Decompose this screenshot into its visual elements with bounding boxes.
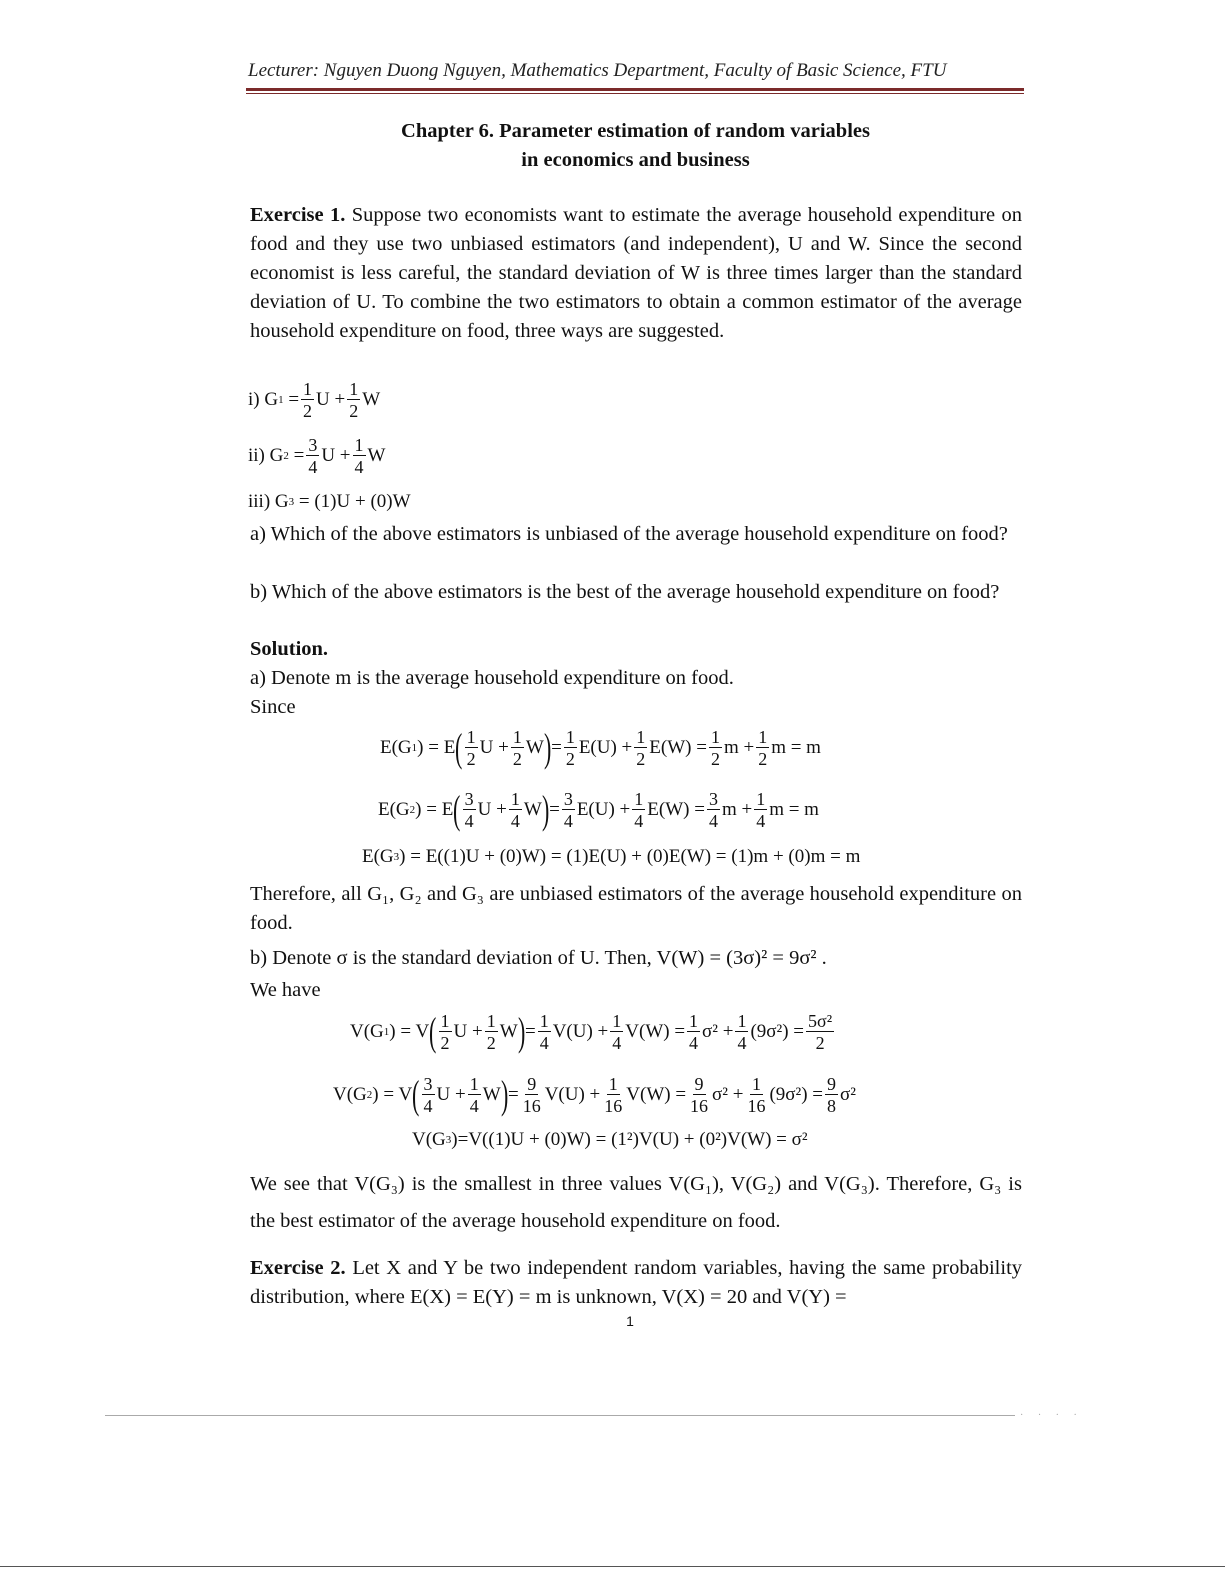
equation-e-g3: E(G 3 ) = E((1)U + (0)W) = (1)E(U) + (0)E(W) = (1)m + (0)m = m (362, 846, 861, 867)
exercise-1-label: Exercise 1. (250, 204, 346, 226)
header-rule (246, 88, 1024, 91)
fraction: $\frac{3}{4}$ (308, 435, 318, 477)
exercise-1-text: Suppose two economists want to estimate the average household expenditure on food and they use two unbiased estimators (and independent), U and W. Since the second economist is less careful, the standard deviation of W is three times larger than the standard deviation of U. To combine the two estimators to obtain a common estimator of the average household expenditure on food, three ways are suggested. (250, 204, 1022, 342)
equation-v-g3: V(G 3 )=V((1)U + (0)W) = (1²)V(U) + (0²)V(W) = σ² (412, 1129, 808, 1150)
fraction: $\frac{1}{4}$ (354, 435, 364, 477)
conclusion: We see that V(G₃) is the smallest in three values V(G₁), V(G₂) and V(G₃). Therefore, G₃ is the best estimator of the average household expenditure on food. (250, 1173, 1022, 1232)
equation-v-g1: V(G 1 ) = V ( $\frac{1}{2}$ U + $\frac{1}{2}$ W ) = $\frac{1}{4}$ V(U) + $\frac{1}{4}$ V(W) = $\frac{1}{4}$ σ² + $\frac{1}{4}$ (9σ²) = $\frac{\text{5σ²}}{2}$ (350, 1009, 833, 1054)
header-rule-thin (246, 93, 1024, 94)
solution-label: Solution. (250, 638, 329, 660)
equation-e-g2: E(G 2 ) = E ( $\frac{3}{4}$ U + $\frac{1}{4}$ W ) = $\frac{3}{4}$ E(U) + $\frac{1}{4}$ E(W) = $\frac{3}{4}$ m + $\frac{1}{4}$ m = m (378, 787, 819, 832)
question-b: b) Which of the above estimators is the best of the average household expenditure on food? (250, 581, 1000, 603)
solution-b-intro: b) Denote σ is the standard deviation of U. Then, V(W) = (3σ)² = 9σ² . (250, 947, 827, 969)
option-i: i) G 1 = $\frac{1}{2}$ U + $\frac{1}{2}$ W (248, 379, 381, 421)
exercise-2-statement (250, 1254, 1022, 1312)
exercise-2-label: Exercise 2. (250, 1257, 346, 1279)
chapter-title (248, 117, 1023, 175)
title-line-2: in economics and business (521, 149, 750, 171)
exercise-2-text: Let X and Y be two independent random variables, having the same probability distribution, where E(X) = E(Y) = m is unknown, V(X) = 20 and V(Y) = (250, 1257, 1023, 1308)
equation-e-g1: E(G 1 ) = E ( $\frac{1}{2}$ U + $\frac{1}{2}$ W ) = $\frac{1}{2}$ E(U) + $\frac{1}{2}$ E(W) = $\frac{1}{2}$ m + $\frac{1}{2}$ m = m (380, 725, 821, 770)
page-header: Lecturer: Nguyen Duong Nguyen, Mathematics Department, Faculty of Basic Science, FTU (248, 60, 947, 81)
therefore-unbiased: Therefore, all G₁, G₂ and G₃ are unbiased estimators of the average household expenditure on food. (250, 883, 1022, 934)
since-label: Since (250, 696, 296, 718)
solution-a-intro: a) Denote m is the average household expenditure on food. (250, 667, 734, 689)
option-iii: iii) G 3 = (1)U + (0)W (248, 491, 411, 512)
option-ii: ii) G 2 = $\frac{3}{4}$ U + $\frac{1}{4}$ W (248, 435, 386, 477)
footer-dots: · · · · (1020, 1410, 1083, 1421)
exercise-1-statement (250, 201, 1022, 346)
fraction: $\frac{1}{2}$ (349, 379, 359, 421)
title-line-1: Chapter 6. Parameter estimation of random variables (401, 120, 870, 142)
page-bottom-edge (0, 1566, 1225, 1567)
equation-v-g2: V(G 2 ) = V ( $\frac{3}{4}$ U + $\frac{1}{4}$ W ) = $\frac{9}{16}$ V(U) + $\frac{1}{16}$ V(W) = $\frac{9}{16}$ σ² + $\frac{1}{16}$ (9σ²) = $\frac{9}{8}$ σ² (333, 1072, 856, 1117)
page-number: 1 (626, 1313, 634, 1329)
fraction: $\frac{1}{2}$ (303, 379, 313, 421)
question-a: a) Which of the above estimators is unbiased of the average household expenditure on food? (250, 523, 1008, 545)
footer-rule (105, 1415, 1015, 1416)
we-have-label: We have (250, 979, 321, 1001)
